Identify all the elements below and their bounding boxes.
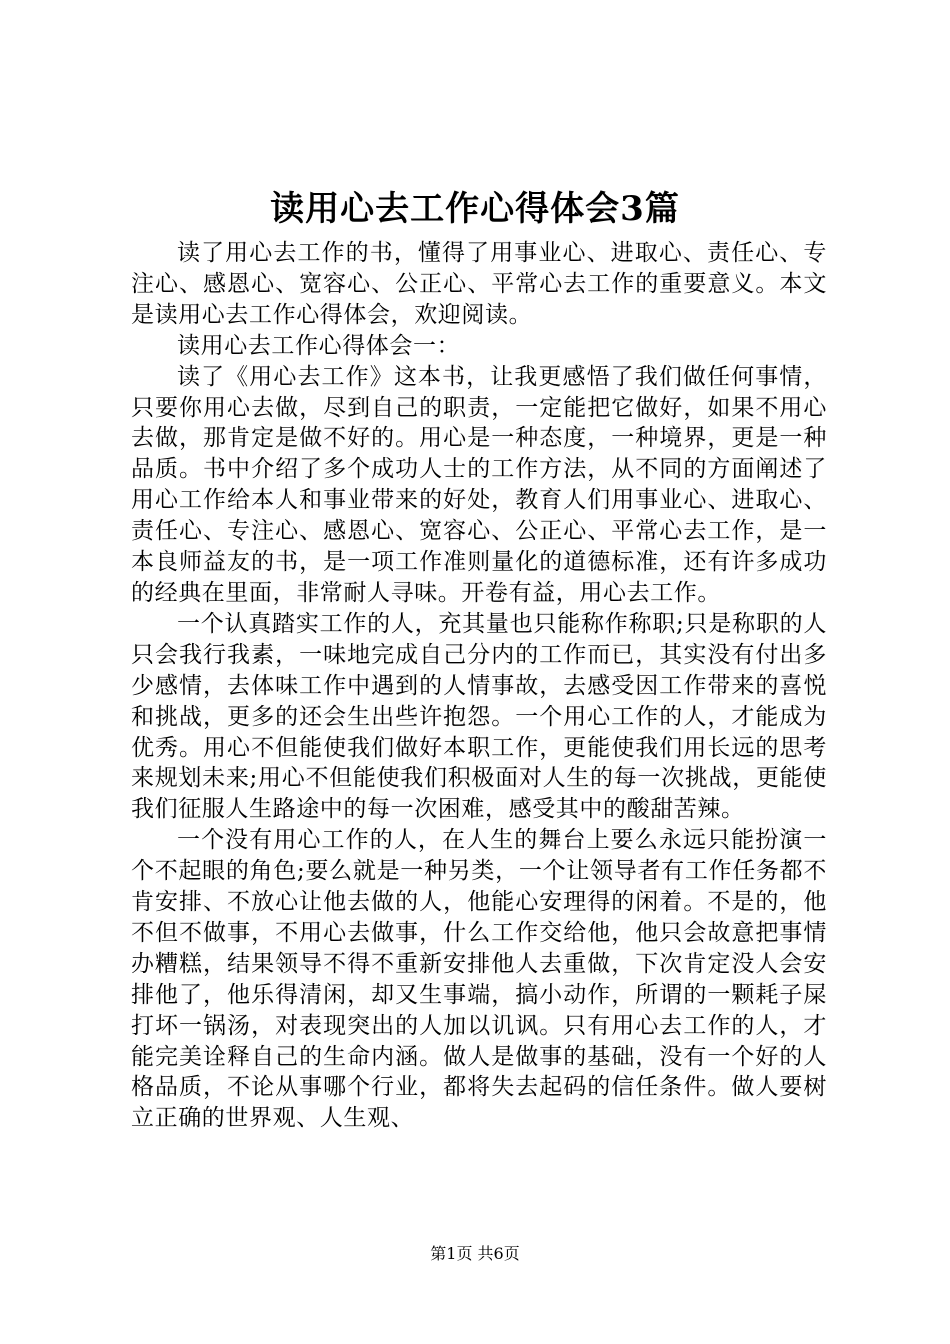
paragraph-body: 一个认真踏实工作的人，充其量也只能称作称职;只是称职的人只会我行我素，一味地完成自己分内的工作而已，其实没有付出多少感情，去体味工作中遇到的人情事故，去感受因工作带来的喜悦和挑战，更多的还会生出些许抱怨。一个用心工作的人，才能成为优秀。用心不但能使我们做好本职工作，更能使我们用长远的思考来规划未来;用心不但能使我们积极面对人生的每一次挑战，更能使我们征服人生路途中的每一次困难，感受其中的酸甜苦辣。 xyxy=(131,610,827,823)
paragraph-section-heading: 读用心去工作心得体会一： xyxy=(177,332,461,359)
paragraph-body: 读了《用心去工作》这本书，让我更感悟了我们做任何事情，只要你用心去做，尽到自己的职责，一定能把它做好，如果不用心去做，那肯定是做不好的。用心是一种态度，一种境界，更是一种品质。书中介绍了多个成功人士的工作方法，从不同的方面阐述了用心工作给本人和事业带来的好处，教育人们用事业心、进取心、责任心、专注心、感恩心、宽容心、公正心、平常心去工作，是一本良师益友的书，是一项工作准则量化的道德标准，还有许多成功的经典在里面，非常耐人寻味。开卷有益，用心去工作。 xyxy=(131,363,827,606)
paragraph-intro: 读了用心去工作的书，懂得了用事业心、进取心、责任心、专注心、感恩心、宽容心、公正心、平常心去工作的重要意义。本文是读用心去工作心得体会，欢迎阅读。 xyxy=(131,240,827,328)
page-number-footer: 第1页 共6页 xyxy=(430,1244,520,1263)
body-text xyxy=(131,238,827,1134)
page-title: 读用心去工作心得体会3篇 xyxy=(270,189,680,229)
paragraph-body: 一个没有用心工作的人，在人生的舞台上要么永远只能扮演一个不起眼的角色;要么就是一种另类，一个让领导者有工作任务都不肯安排、不放心让他去做的人，他能心安理得的闲着。不是的，他不但不做事，不用心去做事，什么工作交给他，他只会故意把事情办糟糕，结果领导不得不重新安排他人去重做，下次肯定没人会安排他了，他乐得清闲，却又生事端，搞小动作，所谓的一颗耗子屎打坏一锅汤，对表现突出的人加以讥讽。只有用心去工作的人，才能完美诠释自己的生命内涵。做人是做事的基础，没有一个好的人格品质，不论从事哪个行业，都将失去起码的信任条件。做人要树立正确的世界观、人生观、 xyxy=(131,827,827,1132)
